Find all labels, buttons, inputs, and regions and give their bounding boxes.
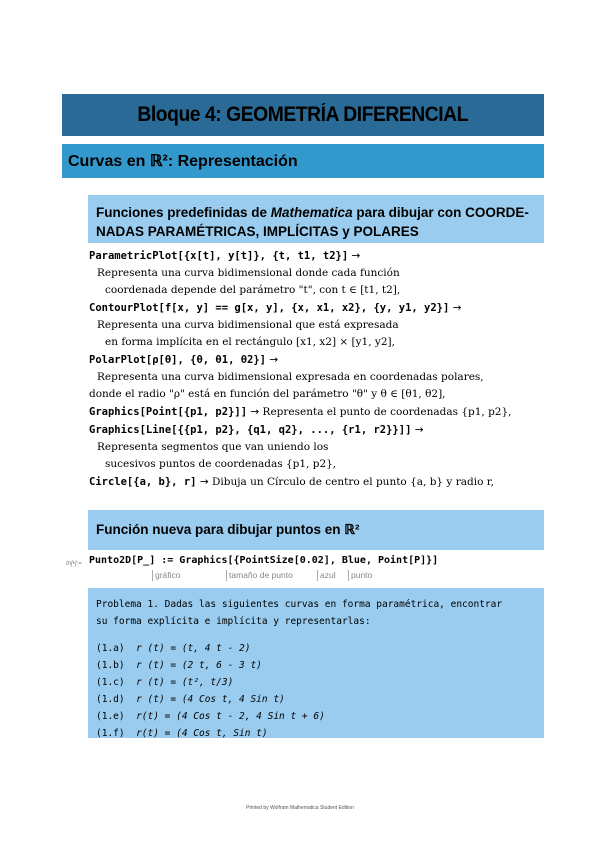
problem-item: (1.b) r (t) = (2 t, 6 - 3 t) [96,660,262,671]
function-desc: Representa una curva bidimensional expresada en coordenadas polares, [97,371,484,383]
subsection1-pre: Funciones predefinidas de [96,205,271,220]
punto2d-definition[interactable]: Punto2D[P_] := Graphics[{PointSize[0.02], Blue, Point[P]}] [89,555,439,566]
page-title: Bloque 4: GEOMETRÍA DIFERENCIAL [137,103,469,126]
function-code-circle: Circle[{a, b}, r] → Dibuja un Círculo de centro el punto {a, b} y radio r, [89,476,494,488]
problem-intro-line1: Problema 1. Dadas las siguientes curvas en forma paramétrica, encontrar [96,599,503,610]
subsection-predefined-functions [88,195,544,243]
subsection-new-function [88,510,544,550]
footer-note: Printed by Wolfram Mathematica Student Edition [246,805,354,811]
function-code-contourplot: ContourPlot[f[x, y] == g[x, y], {x, x1, x2}, {y, y1, y2}] → [89,302,462,314]
problem-item: (1.c) r (t) = (t², t/3) [96,677,234,688]
function-desc: donde el radio "ρ" está en función del parámetro "θ" y θ ∈ [θ1, θ2], [89,388,446,400]
function-desc: Representa una curva bidimensional que está expresada [97,319,399,331]
annotation-azul: azul [317,570,336,581]
subsection1-line2: NADAS PARAMÉTRICAS, IMPLÍCITAS y POLARES [96,224,419,239]
annotation-punto: punto [348,570,372,581]
subsection2-title: Función nueva para dibujar puntos en ℝ² [96,522,360,537]
annotation-tamano: tamaño de punto [226,570,293,581]
annotation-grafico: gráfico [152,570,181,581]
section-header [62,144,544,178]
function-desc: coordenada depende del parámetro "t", con t ∈ [t1, t2], [105,284,401,296]
problem-item: (1.f) r(t) = (4 Cos t, Sin t) [96,728,268,739]
function-code-graphics-point: Graphics[Point[{p1, p2}]] → Representa el punto de coordenadas {p1, p2}, [89,406,512,418]
function-desc: Representa una curva bidimensional donde cada función [97,267,400,279]
function-code-graphics-line: Graphics[Line[{{p1, p2}, {q1, q2}, ..., {r1, r2}}]] → [89,424,424,436]
problem-item: (1.a) r (t) = (t, 4 t - 2) [96,643,251,654]
function-code-parametricplot: ParametricPlot[{x[t], y[t]}, {t, t1, t2}] → [89,250,361,262]
input-label: In[•]:= [66,561,82,567]
subsection1-italic: Mathematica [270,205,353,220]
subsection1-post: para dibujar con COORDE- [352,205,529,220]
problem-item: (1.e) r(t) = (4 Cos t - 2, 4 Sin t + 6) [96,711,325,722]
function-desc: en forma implícita en el rectángulo [x1, x2] × [y1, y2], [105,336,395,348]
function-code-polarplot: PolarPlot[ρ[θ], {θ, θ1, θ2}] → [89,354,279,366]
problem-intro-line2: su forma explícita e implícita y representarlas: [96,616,371,627]
section-title: Curvas en ℝ²: Representación [68,153,298,170]
function-desc: Representa segmentos que van uniendo los [97,441,329,453]
page-title-bar [62,94,544,136]
problem-item: (1.d) r (t) = (4 Cos t, 4 Sin t) [96,694,285,705]
function-desc: sucesivos puntos de coordenadas {p1, p2}, [105,458,337,470]
problem-box [88,588,544,738]
